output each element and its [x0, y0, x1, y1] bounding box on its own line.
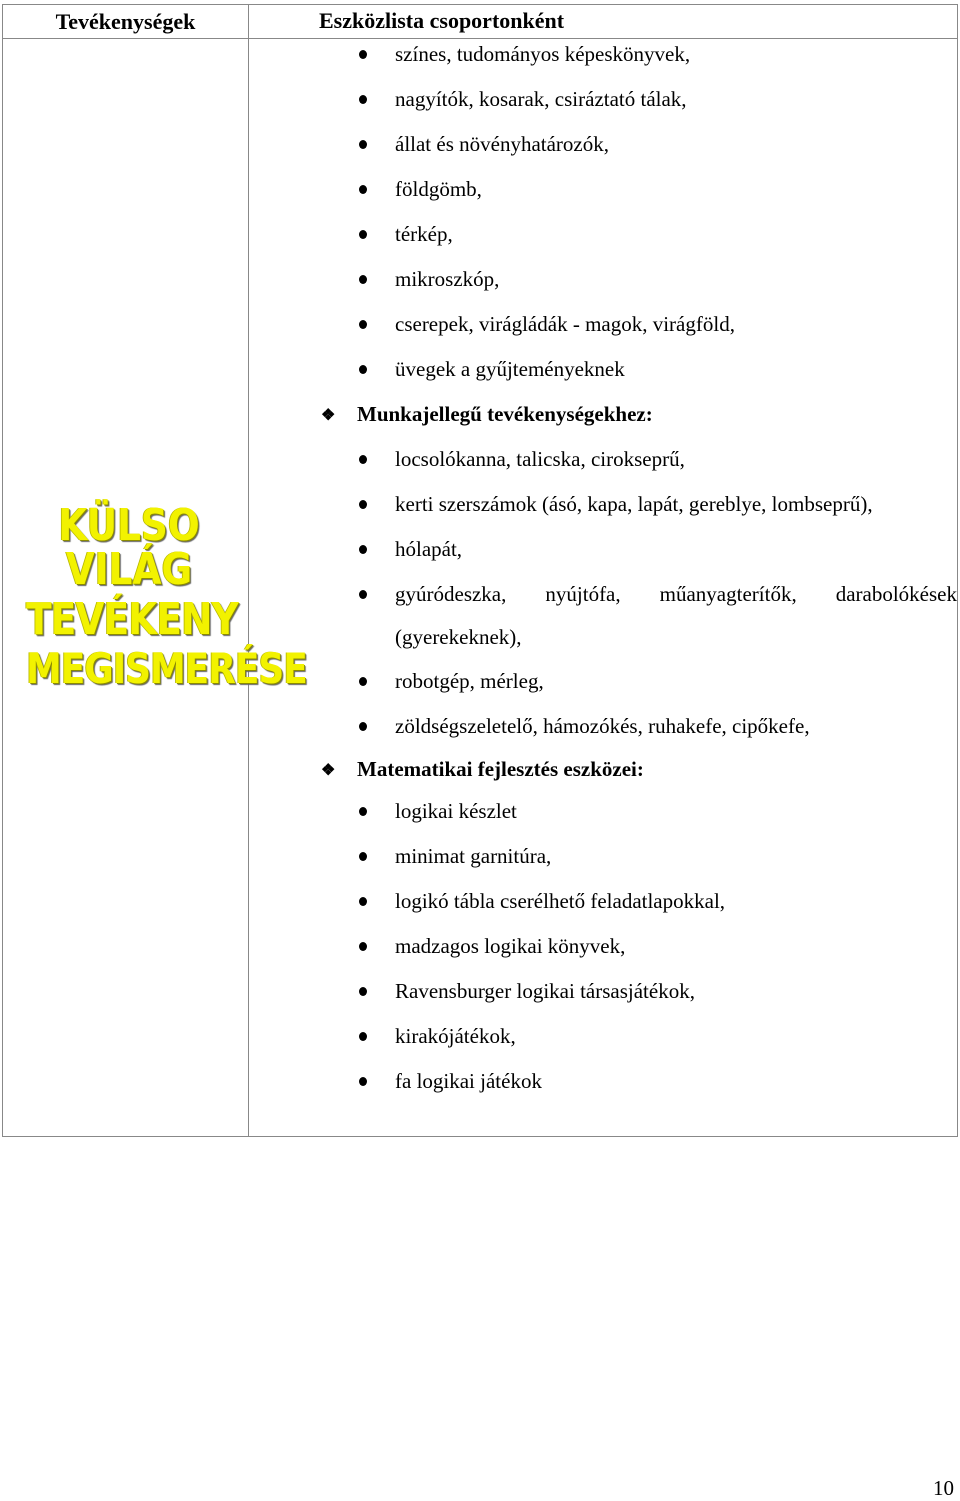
list-item: hólapát,	[395, 537, 463, 561]
bullet-icon	[359, 590, 367, 599]
list-item: logikó tábla cserélhető feladatlapokkal,	[395, 889, 726, 913]
bullet-icon	[359, 545, 367, 554]
list-item: madzagos logikai könyvek,	[395, 934, 626, 958]
wordart-logo	[26, 500, 307, 696]
bullet-icon	[359, 722, 367, 731]
section-heading-math	[321, 755, 644, 785]
header-activities: Tevékenységek	[55, 9, 196, 34]
bullet-icon	[359, 320, 367, 329]
bullet-icon	[359, 185, 367, 194]
logo-line-3: MEGISMERÉSE	[26, 644, 307, 693]
header-equipment-list: Eszközlista csoportonként	[319, 8, 565, 33]
list-item: színes, tudományos képeskönyvek,	[395, 42, 691, 66]
bullet-icon	[359, 1032, 367, 1041]
logo-line-2: TEVÉKENY	[26, 594, 238, 645]
bullet-icon	[359, 1077, 367, 1086]
list-item: zöldségszeletelő, hámozókés, ruhakefe, cipőkefe,	[395, 714, 810, 738]
diamond-bullet-icon: ❖	[321, 762, 336, 779]
header-divider	[3, 38, 957, 39]
section-title: Munkajellegű tevékenységekhez:	[357, 402, 653, 426]
list-item: minimat garnitúra,	[395, 844, 552, 868]
list-item: gyúródeszka, nyújtófa, műanyagterítők, darabolókések	[395, 582, 957, 606]
list-item: fa logikai játékok	[395, 1069, 542, 1093]
logo-line-1: KÜLSO VILÁG	[58, 500, 200, 595]
list-item: üvegek a gyűjteményeknek	[395, 357, 625, 381]
list-item: cserepek, virágládák - magok, virágföld,	[395, 312, 735, 336]
bullet-icon	[359, 455, 367, 464]
bullet-icon	[359, 500, 367, 509]
list-item: térkép,	[395, 222, 453, 246]
list-item: kerti szerszámok (ásó, kapa, lapát, gereblye, lombseprű),	[395, 492, 873, 516]
section-title: Matematikai fejlesztés eszközei:	[357, 757, 644, 781]
list-item-continuation: (gyerekeknek),	[395, 625, 522, 649]
list-item: állat és növényhatározók,	[395, 132, 609, 156]
list-item: logikai készlet	[395, 799, 517, 823]
list-item: robotgép, mérleg,	[395, 669, 544, 693]
list-item: Ravensburger logikai társasjátékok,	[395, 979, 695, 1003]
list-item: földgömb,	[395, 177, 482, 201]
bullet-icon	[359, 95, 367, 104]
list-item: nagyítók, kosarak, csiráztató tálak,	[395, 87, 687, 111]
section-heading-work	[321, 400, 653, 430]
bullet-icon	[359, 140, 367, 149]
diamond-bullet-icon: ❖	[321, 407, 336, 424]
list-item: mikroszkóp,	[395, 267, 500, 291]
bullet-icon	[359, 852, 367, 861]
bullet-icon	[359, 897, 367, 906]
bullet-icon	[359, 987, 367, 996]
page-number: 10	[933, 1476, 954, 1500]
bullet-icon	[359, 275, 367, 284]
column-divider	[248, 5, 249, 1136]
list-item: kirakójátékok,	[395, 1024, 516, 1048]
list-item: locsolókanna, talicska, cirokseprű,	[395, 447, 685, 471]
bullet-icon	[359, 942, 367, 951]
bullet-icon	[359, 677, 367, 686]
bullet-icon	[359, 230, 367, 239]
bullet-icon	[359, 807, 367, 816]
bullet-icon	[359, 50, 367, 59]
bullet-icon	[359, 365, 367, 374]
